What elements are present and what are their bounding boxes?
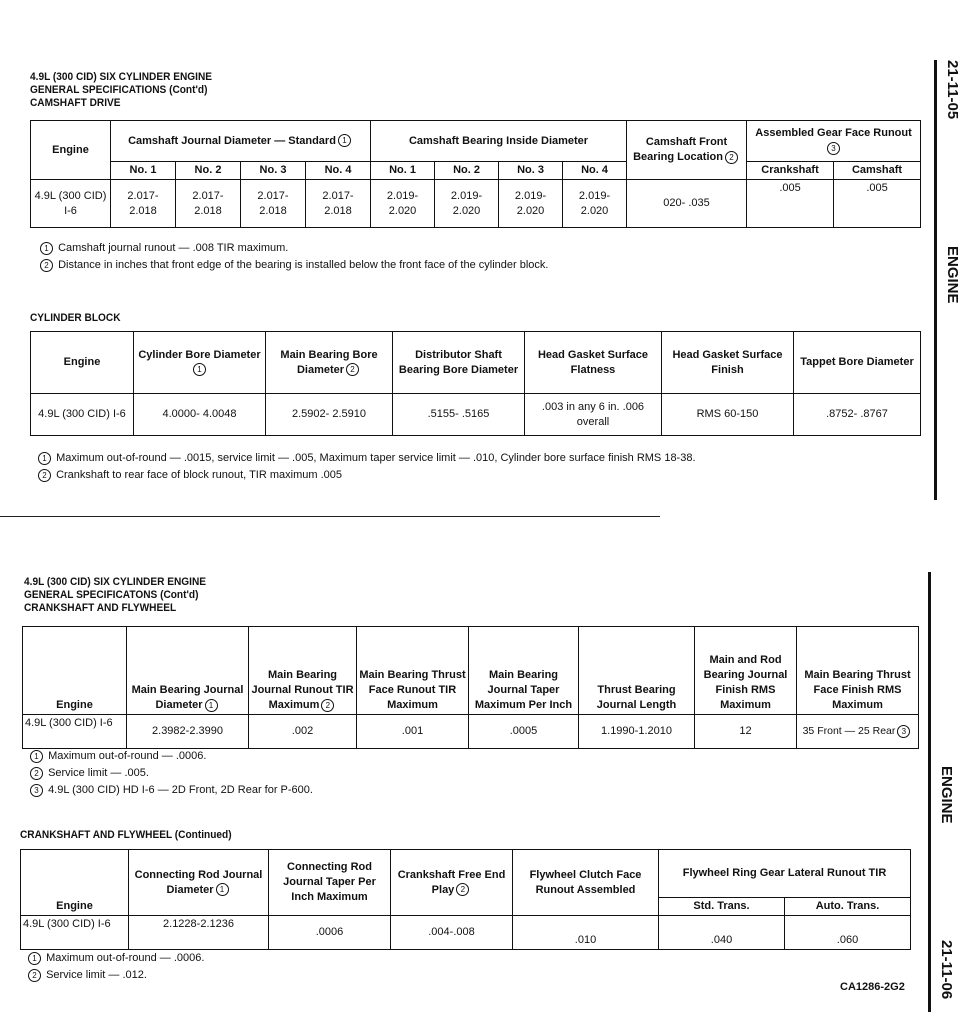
- sec1-notes: [38, 240, 548, 274]
- sec1-title-line1: 4.9L (300 CID) SIX CYLINDER ENGINE: [30, 71, 213, 83]
- sec1-note-2: 2 Distance in inches that front edge of the bearing is installed below the front face of the cylinder block.: [38, 257, 548, 274]
- sec1-cell-front: 020- .035: [627, 180, 747, 228]
- sec1-col-camshaft: Camshaft: [834, 162, 921, 180]
- sec1-col-engine: Engine: [31, 121, 111, 180]
- footnote-2-icon: 2: [28, 969, 41, 982]
- footnote-1-icon: 1: [193, 363, 206, 376]
- sec3-note-1: 1 Maximum out-of-round — .0006.: [28, 748, 313, 765]
- sec3-cell-thrust-finish: 35 Front — 25 Rear 3: [797, 715, 919, 749]
- sec3-cell-rod-finish: 12: [695, 715, 797, 749]
- sec1-title-line2: GENERAL SPECIFICATIONS (Cont'd): [30, 84, 208, 96]
- footnote-1-icon: 1: [30, 750, 43, 763]
- footnote-3-icon: 3: [827, 142, 840, 155]
- page-number-21-11-06: 21-11-06: [938, 940, 955, 1000]
- sec2-col-tappet: Tappet Bore Diameter: [794, 332, 921, 394]
- sec4-note-2: 2 Service limit — .012.: [26, 967, 204, 984]
- table-row: [31, 394, 921, 436]
- sec1-cell-cam: .005: [834, 180, 921, 228]
- sec2-col-main-bore: Main Bearing Bore Diameter 2: [266, 332, 393, 394]
- sec1-journal-no3: No. 3: [241, 162, 306, 180]
- sec2-note-1: 1 Maximum out-of-round — .0015, service limit — .005, Maximum taper service limit — .010, Cylinder bore surface finish RMS 18-38.: [36, 450, 916, 467]
- footnote-2-icon: 2: [456, 883, 469, 896]
- sec3-notes: [28, 748, 313, 799]
- sec4-col-auto: Auto. Trans.: [785, 898, 911, 916]
- sec2-col-finish: Head Gasket Surface Finish: [662, 332, 794, 394]
- sec2-cell-tappet: .8752- .8767: [794, 394, 921, 436]
- camshaft-drive-table: [30, 120, 921, 228]
- table-row: [21, 916, 911, 950]
- sec3-cell-thrust-runout: .001: [357, 715, 469, 749]
- footnote-1-icon: 1: [338, 134, 351, 147]
- sec3-col-engine: Engine: [23, 627, 127, 715]
- sec3-title-line2: GENERAL SPECIFICATONS (Cont'd): [24, 589, 199, 601]
- sec2-col-bore: Cylinder Bore Diameter1: [134, 332, 266, 394]
- sec3-col-rod-finish: Main and Rod Bearing Journal Finish RMS Maximum: [695, 627, 797, 715]
- footnote-2-icon: 2: [40, 259, 53, 272]
- sec1-bearing-no1: No. 1: [371, 162, 435, 180]
- sec4-col-end-play: Crankshaft Free End Play 2: [391, 850, 513, 916]
- sec4-col-std: Std. Trans.: [659, 898, 785, 916]
- footnote-2-icon: 2: [38, 469, 51, 482]
- sec3-col-journal-taper: Main Bearing Journal Taper Maximum Per Inch: [469, 627, 579, 715]
- footnote-1-icon: 1: [40, 242, 53, 255]
- sec3-cell-thrust-length: 1.1990-1.2010: [579, 715, 695, 749]
- sec4-cell-std: .040: [659, 916, 785, 950]
- footnote-1-icon: 1: [38, 452, 51, 465]
- sec1-title-line3: CAMSHAFT DRIVE: [30, 97, 121, 109]
- sec1-cell-j2: 2.017- 2.018: [176, 180, 241, 228]
- crankshaft-flywheel-table: [22, 626, 919, 749]
- sec3-title-line1: 4.9L (300 CID) SIX CYLINDER ENGINE: [24, 576, 207, 588]
- sec2-cell-bore: 4.0000- 4.0048: [134, 394, 266, 436]
- sec3-col-journal-runout: Main Bearing Journal Runout TIR Maximum 2: [249, 627, 357, 715]
- sec2-cell-engine: 4.9L (300 CID) I-6: [31, 394, 134, 436]
- footnote-2-icon: 2: [725, 151, 738, 164]
- sec1-title: [30, 71, 212, 110]
- sec1-col-journal-diam: Camshaft Journal Diameter — Standard 1: [111, 121, 371, 162]
- sec3-cell-engine: 4.9L (300 CID) I-6: [23, 715, 127, 749]
- sec1-bearing-no2: No. 2: [435, 162, 499, 180]
- sec2-col-flatness: Head Gasket Surface Flatness: [525, 332, 662, 394]
- sec1-cell-j3: 2.017- 2.018: [241, 180, 306, 228]
- sec1-cell-j4: 2.017- 2.018: [306, 180, 371, 228]
- footnote-3-icon: 3: [30, 784, 43, 797]
- sec1-col-crankshaft: Crankshaft: [747, 162, 834, 180]
- sec4-cell-clutch-runout: .010: [513, 916, 659, 950]
- side-bar-bottom: [928, 572, 931, 1012]
- sec1-cell-b4: 2.019- 2.020: [563, 180, 627, 228]
- sec4-cell-engine: 4.9L (300 CID) I-6: [21, 916, 129, 950]
- sec4-col-engine: Engine: [21, 850, 129, 916]
- footnote-2-icon: 2: [321, 699, 334, 712]
- sec4-note-1: 1 Maximum out-of-round — .0006.: [26, 950, 204, 967]
- sec1-cell-engine: 4.9L (300 CID) I-6: [31, 180, 111, 228]
- sec1-journal-no4: No. 4: [306, 162, 371, 180]
- sec4-cell-rod-journal: 2.1228-2.1236: [129, 916, 269, 950]
- sec1-bearing-no4: No. 4: [563, 162, 627, 180]
- sec1-journal-no2: No. 2: [176, 162, 241, 180]
- sec3-title: [24, 576, 206, 615]
- sec1-cell-j1: 2.017- 2.018: [111, 180, 176, 228]
- sec3-cell-journal-runout: .002: [249, 715, 357, 749]
- sec3-col-thrust-finish: Main Bearing Thrust Face Finish RMS Maximum: [797, 627, 919, 715]
- footnote-1-icon: 1: [216, 883, 229, 896]
- sec2-col-dist-bore: Distributor Shaft Bearing Bore Diameter: [393, 332, 525, 394]
- sec1-cell-b2: 2.019- 2.020: [435, 180, 499, 228]
- side-bar-top: [934, 60, 937, 500]
- sec3-title-line3: CRANKSHAFT AND FLYWHEEL: [24, 602, 177, 614]
- sec4-cell-end-play: .004-.008: [391, 916, 513, 950]
- sec4-cell-rod-taper: .0006: [269, 916, 391, 950]
- sec3-note-3: 3 4.9L (300 CID) HD I-6 — 2D Front, 2D Rear for P-600.: [28, 782, 313, 799]
- sec1-cell-crank: .005: [747, 180, 834, 228]
- figure-code: CA1286-2G2: [840, 981, 905, 993]
- table-row: [31, 180, 921, 228]
- sec4-col-rod-journal: Connecting Rod Journal Diameter 1: [129, 850, 269, 916]
- sec3-note-2: 2 Service limit — .005.: [28, 765, 313, 782]
- sec1-note-1: 1 Camshaft journal runout — .008 TIR maximum.: [38, 240, 548, 257]
- section-label-engine-top: ENGINE: [944, 246, 961, 304]
- sec2-notes: [36, 450, 916, 484]
- sec1-col-bearing-inside: Camshaft Bearing Inside Diameter: [371, 121, 627, 162]
- section-label-engine-bottom: ENGINE: [938, 766, 955, 824]
- sec4-cell-auto: .060: [785, 916, 911, 950]
- sec1-bearing-no3: No. 3: [499, 162, 563, 180]
- sec2-cell-main-bore: 2.5902- 2.5910: [266, 394, 393, 436]
- table-row: [23, 715, 919, 749]
- sec1-cell-b1: 2.019- 2.020: [371, 180, 435, 228]
- sec4-notes: [26, 950, 204, 984]
- sec2-cell-finish: RMS 60-150: [662, 394, 794, 436]
- page-separator: [0, 516, 660, 517]
- sec1-col-front-bearing: Camshaft Front Bearing Location 2: [627, 121, 747, 180]
- sec2-cell-dist-bore: .5155- .5165: [393, 394, 525, 436]
- sec3-col-thrust-length: Thrust Bearing Journal Length: [579, 627, 695, 715]
- sec1-col-gear-runout: Assembled Gear Face Runout3: [747, 121, 921, 162]
- footnote-2-icon: 2: [30, 767, 43, 780]
- sec1-journal-no1: No. 1: [111, 162, 176, 180]
- sec2-title: CYLINDER BLOCK: [30, 312, 121, 324]
- sec4-col-clutch-runout: Flywheel Clutch Face Runout Assembled: [513, 850, 659, 916]
- sec3-cell-main-journal: 2.3982-2.3990: [127, 715, 249, 749]
- sec2-note-2: 2 Crankshaft to rear face of block runout, TIR maximum .005: [36, 467, 916, 484]
- footnote-1-icon: 1: [205, 699, 218, 712]
- footnote-2-icon: 2: [346, 363, 359, 376]
- sec3-col-thrust-runout: Main Bearing Thrust Face Runout TIR Maximum: [357, 627, 469, 715]
- cylinder-block-table: [30, 331, 921, 436]
- sec3-col-main-journal: Main Bearing Journal Diameter 1: [127, 627, 249, 715]
- sec3-cell-journal-taper: .0005: [469, 715, 579, 749]
- sec2-cell-flatness: .003 in any 6 in. .006 overall: [525, 394, 662, 436]
- sec4-title: CRANKSHAFT AND FLYWHEEL (Continued): [20, 829, 232, 841]
- page-number-21-11-05: 21-11-05: [944, 60, 961, 120]
- sec4-col-ring-gear: Flywheel Ring Gear Lateral Runout TIR: [659, 850, 911, 898]
- sec4-col-rod-taper: Connecting Rod Journal Taper Per Inch Maximum: [269, 850, 391, 916]
- footnote-1-icon: 1: [28, 952, 41, 965]
- sec1-cell-b3: 2.019- 2.020: [499, 180, 563, 228]
- footnote-3-icon: 3: [897, 725, 910, 738]
- crankshaft-flywheel-continued-table: [20, 849, 911, 950]
- sec2-col-engine: Engine: [31, 332, 134, 394]
